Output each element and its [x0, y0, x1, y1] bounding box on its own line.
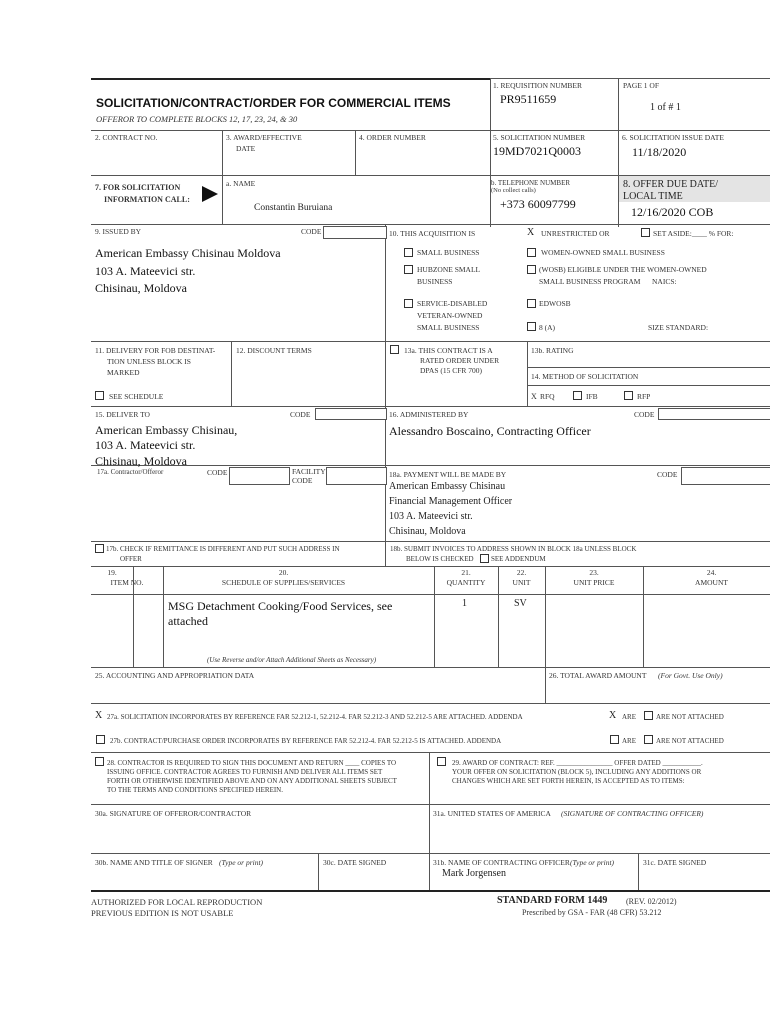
- requisition-label: 1. REQUISITION NUMBER: [493, 81, 582, 90]
- 27b-are-not-checkbox[interactable]: [644, 735, 653, 744]
- wosb-label: WOMEN-OWNED SMALL BUSINESS: [541, 248, 665, 257]
- offer-due-label: 8. OFFER DUE DATE/: [623, 179, 719, 190]
- wosb-eligible-label: (WOSB) ELIGIBLE UNDER THE WOMEN-OWNED: [539, 265, 707, 274]
- 29-line-1: 29. AWARD OF CONTRACT: REF. ________________ OFFER DATED ___________.: [452, 759, 703, 767]
- co-signature-field[interactable]: [433, 820, 770, 850]
- 27a-are-label: ARE: [622, 713, 636, 721]
- 8a-checkbox[interactable]: [527, 322, 536, 331]
- solicitation-number-label: 5. SOLICITATION NUMBER: [493, 133, 586, 142]
- set-aside-label: SET ASIDE:____ % FOR:: [653, 229, 734, 238]
- 29-line-3: CHANGES WHICH ARE SET FORTH HEREIN, IS ACCEPTED AS TO ITEMS:: [452, 777, 685, 785]
- 27b-label: 27b. CONTRACT/PURCHASE ORDER INCORPORATES BY REFERENCE FAR 52.212-4. FAR 52.212-5 IS ATTACHED. ADDENDA: [110, 737, 502, 745]
- us-signature-label: 31a. UNITED STATES OF AMERICA: [433, 809, 551, 818]
- schedule-quantity: 1: [462, 598, 467, 609]
- col-schedule-num: 20.: [278, 568, 289, 577]
- rated-order-checkbox[interactable]: [390, 345, 399, 354]
- wosb-eligible-checkbox[interactable]: [527, 265, 536, 274]
- accounting-label: 25. ACCOUNTING AND APPROPRIATION DATA: [95, 671, 255, 680]
- footer-prescribed: Prescribed by GSA - FAR (48 CFR) 53.212: [522, 908, 662, 917]
- telephone-number[interactable]: +373 60097799: [500, 197, 576, 211]
- contractor-code-label: CODE: [207, 468, 228, 477]
- facility-code-label: FACILITY: [292, 467, 326, 476]
- deliver-to-label: 15. DELIVER TO: [95, 410, 150, 419]
- telephone-label: b. TELEPHONE NUMBER: [491, 179, 571, 187]
- delivery-fob-label: 11. DELIVERY FOR FOB DESTINAT-: [95, 346, 216, 355]
- 28-line-2: ISSUING OFFICE. CONTRACTOR AGREES TO FURNISH AND DELIVER ALL ITEMS SET: [107, 768, 383, 776]
- co-date-label: 31c. DATE SIGNED: [643, 858, 707, 867]
- schedule-note: (Use Reverse and/or Attach Additional Sheets as Necessary): [207, 656, 377, 664]
- invoice-label-2: BELOW IS CHECKED: [406, 555, 474, 563]
- footer-previous-edition: PREVIOUS EDITION IS NOT USABLE: [91, 908, 234, 918]
- administered-by-label: 16. ADMINISTERED BY: [389, 410, 469, 419]
- rfq-mark: X: [531, 392, 537, 401]
- contractor-label: 17a. Contractor/Offeror: [97, 468, 164, 476]
- naics-label: NAICS:: [652, 277, 677, 286]
- footer-reproduction: AUTHORIZED FOR LOCAL REPRODUCTION: [91, 897, 263, 907]
- delivery-fob-label-3: MARKED: [107, 368, 140, 377]
- form-subtitle: OFFEROR TO COMPLETE BLOCKS 12, 17, 23, 24, & 30: [96, 114, 298, 124]
- award-date-label-2: DATE: [236, 144, 256, 153]
- deliver-to-line-2: 103 A. Mateevici str.: [95, 438, 196, 452]
- acquisition-label: 10. THIS ACQUISITION IS: [389, 229, 476, 238]
- 27a-label: 27a. SOLICITATION INCORPORATES BY REFERENCE FAR 52.212-1, 52.212-4. FAR 52.212-3 AND 52.212-5 ARE ATTACHED. ADDENDA: [107, 713, 523, 721]
- unrestricted-mark: X: [527, 227, 535, 238]
- size-standard-label: SIZE STANDARD:: [648, 323, 709, 332]
- col-unit: UNIT: [512, 578, 531, 587]
- administered-by: Alessandro Boscaino, Contracting Officer: [389, 424, 591, 438]
- payment-line-2: Financial Management Officer: [389, 496, 513, 507]
- issued-by-label: 9. ISSUED BY: [95, 227, 142, 236]
- 28-checkbox[interactable]: [95, 757, 104, 766]
- co-name-label: 31b. NAME OF CONTRACTING OFFICER: [433, 858, 570, 867]
- signer-name-note: (Type or print): [219, 858, 264, 867]
- rated-order-label: 13a. THIS CONTRACT IS A: [404, 346, 493, 355]
- 29-checkbox[interactable]: [437, 757, 446, 766]
- ifb-label: IFB: [586, 392, 598, 401]
- col-schedule: SCHEDULE OF SUPPLIES/SERVICES: [221, 578, 346, 587]
- offeror-signature-label: 30a. SIGNATURE OF OFFEROR/CONTRACTOR: [95, 809, 252, 818]
- schedule-description-2: attached: [168, 614, 208, 628]
- award-date-label: 3. AWARD/EFFECTIVE: [226, 133, 302, 142]
- issued-by-line-3: Chisinau, Moldova: [95, 281, 187, 295]
- info-call-label: 7. FOR SOLICITATION: [95, 183, 181, 192]
- rating-label: 13b. RATING: [531, 346, 574, 355]
- rated-order-label-2: RATED ORDER UNDER: [420, 356, 500, 365]
- invoice-label: 18b. SUBMIT INVOICES TO ADDRESS SHOWN IN BLOCK 18a UNLESS BLOCK: [390, 545, 637, 553]
- signer-name-label: 30b. NAME AND TITLE OF SIGNER: [95, 858, 213, 867]
- us-signature-note: (SIGNATURE OF CONTRACTING OFFICER): [561, 809, 704, 818]
- sdvosb-label-2: VETERAN-OWNED: [417, 311, 483, 320]
- wosb-eligible-label-2: SMALL BUSINESS PROGRAM: [539, 277, 641, 286]
- offer-due-date[interactable]: 12/16/2020 COB: [631, 205, 714, 219]
- contracting-officer-name: Mark Jorgensen: [442, 868, 506, 879]
- order-number-label: 4. ORDER NUMBER: [359, 133, 426, 142]
- arrow-right-icon: [202, 186, 218, 202]
- signer-date-label: 30c. DATE SIGNED: [323, 858, 387, 867]
- col-item-no-num: 19.: [107, 568, 117, 577]
- payment-label: 18a. PAYMENT WILL BE MADE BY: [389, 470, 507, 479]
- addendum-checkbox[interactable]: [480, 554, 489, 563]
- set-aside-checkbox[interactable]: [641, 228, 650, 237]
- rfp-checkbox[interactable]: [624, 391, 633, 400]
- sdvosb-label-3: SMALL BUSINESS: [417, 323, 480, 332]
- 29-line-2: YOUR OFFER ON SOLICITATION (BLOCK 5), INCLUDING ANY ADDITIONS OR: [452, 768, 702, 776]
- footer-revision: (REV. 02/2012): [626, 897, 677, 906]
- col-quantity-num: 21.: [461, 568, 471, 577]
- administered-by-code-label: CODE: [634, 410, 655, 419]
- deliver-to-line-3: Chisinau, Moldova: [95, 454, 187, 468]
- facility-code-label-2: CODE: [292, 476, 313, 485]
- deliver-to-line-1: American Embassy Chisinau,: [95, 423, 238, 437]
- edwosb-label: EDWOSB: [539, 299, 571, 308]
- unrestricted-label: UNRESTRICTED OR: [541, 229, 610, 238]
- issued-by-line-2: 103 A. Mateevici str.: [95, 264, 196, 278]
- rfp-label: RFP: [637, 392, 651, 401]
- col-item-no: ITEM NO.: [110, 578, 144, 587]
- 28-line-1: 28. CONTRACTOR IS REQUIRED TO SIGN THIS DOCUMENT AND RETURN ____ COPIES TO: [107, 759, 397, 767]
- col-unit-num: 22.: [516, 568, 527, 577]
- issued-by-line-1: American Embassy Chisinau Moldova: [95, 246, 281, 260]
- schedule-description: MSG Detachment Cooking/Food Services, see: [168, 599, 393, 613]
- payment-code-label: CODE: [657, 470, 678, 479]
- offeror-signature-field[interactable]: [95, 820, 425, 850]
- info-call-label-2: INFORMATION CALL:: [104, 195, 190, 204]
- payment-line-3: 103 A. Mateevici str.: [389, 511, 473, 522]
- see-schedule-checkbox[interactable]: [95, 391, 104, 400]
- payment-line-1: American Embassy Chisinau: [389, 481, 506, 492]
- deliver-to-code-label: CODE: [290, 410, 311, 419]
- contact-name-label: a. NAME: [226, 179, 256, 188]
- schedule-unit: SV: [514, 598, 527, 609]
- solicitation-number[interactable]: 19MD7021Q0003: [493, 144, 582, 158]
- co-name-note: (Type or print): [570, 858, 615, 867]
- total-award-label: 26. TOTAL AWARD AMOUNT: [549, 671, 647, 680]
- edwosb-checkbox[interactable]: [527, 299, 536, 308]
- 27b-are-checkbox[interactable]: [610, 735, 619, 744]
- 27b-are-label: ARE: [622, 737, 636, 745]
- small-business-label: SMALL BUSINESS: [417, 248, 480, 257]
- hubzone-checkbox[interactable]: [404, 265, 413, 274]
- issue-date[interactable]: 11/18/2020: [632, 145, 687, 159]
- col-quantity: QUANTITY: [446, 578, 486, 587]
- remittance-label-2: OFFER: [120, 555, 142, 563]
- col-unit-price-num: 23.: [589, 568, 599, 577]
- 27a-mark: X: [95, 710, 103, 721]
- 28-line-3: FORTH OR OTHERWISE IDENTIFIED ABOVE AND ON ANY ADDITIONAL SHEETS SUBJECT: [107, 777, 397, 785]
- delivery-fob-label-2: TION UNLESS BLOCK IS: [107, 357, 191, 366]
- 27a-are-not-label: ARE NOT ATTACHED: [656, 713, 724, 721]
- small-business-checkbox[interactable]: [404, 248, 413, 257]
- issue-date-label: 6. SOLICITATION ISSUE DATE: [622, 133, 724, 142]
- hubzone-label-2: BUSINESS: [417, 277, 453, 286]
- discount-terms-label: 12. DISCOUNT TERMS: [236, 346, 312, 355]
- sdvosb-label: SERVICE-DISABLED: [417, 299, 488, 308]
- 8a-label: 8 (A): [539, 323, 556, 332]
- col-amount: AMOUNT: [695, 578, 728, 587]
- 27a-are-not-checkbox[interactable]: [644, 711, 653, 720]
- form-title: SOLICITATION/CONTRACT/ORDER FOR COMMERCIAL ITEMS: [96, 96, 451, 110]
- remittance-label: 17b. CHECK IF REMITTANCE IS DIFFERENT AND PUT SUCH ADDRESS IN: [106, 545, 340, 553]
- issued-by-code-label: CODE: [301, 227, 322, 236]
- method-label: 14. METHOD OF SOLICITATION: [531, 372, 639, 381]
- rated-order-label-3: DPAS (15 CFR 700): [420, 366, 483, 375]
- payment-line-4: Chisinau, Moldova: [389, 526, 466, 537]
- sdvosb-checkbox[interactable]: [404, 299, 413, 308]
- footer-form-name: STANDARD FORM 1449: [497, 895, 608, 906]
- total-award-note: (For Govt. Use Only): [658, 671, 723, 680]
- hubzone-label: HUBZONE SMALL: [417, 265, 481, 274]
- col-unit-price: UNIT PRICE: [573, 578, 615, 587]
- 27a-are-mark: X: [609, 710, 617, 721]
- telephone-note: (No collect calls): [491, 187, 536, 194]
- see-schedule-label: SEE SCHEDULE: [109, 392, 164, 401]
- contact-name[interactable]: Constantin Buruiana: [254, 203, 333, 213]
- rfq-label: RFQ: [540, 392, 555, 401]
- offer-due-label-2: LOCAL TIME: [623, 191, 683, 202]
- col-amount-num: 24.: [706, 568, 717, 577]
- addendum-label: SEE ADDENDUM: [491, 555, 546, 563]
- wosb-checkbox[interactable]: [527, 248, 536, 257]
- 27b-are-not-label: ARE NOT ATTACHED: [656, 737, 724, 745]
- page-label: PAGE 1 OF: [623, 81, 659, 90]
- remittance-checkbox[interactable]: [95, 544, 104, 553]
- 27b-checkbox[interactable]: [96, 735, 105, 744]
- ifb-checkbox[interactable]: [573, 391, 582, 400]
- 28-line-4: TO THE TERMS AND CONDITIONS SPECIFIED HEREIN.: [107, 786, 283, 794]
- contract-no-label: 2. CONTRACT NO.: [95, 133, 158, 142]
- requisition-number[interactable]: PR9511659: [500, 92, 557, 106]
- page-count: 1 of # 1: [650, 102, 681, 113]
